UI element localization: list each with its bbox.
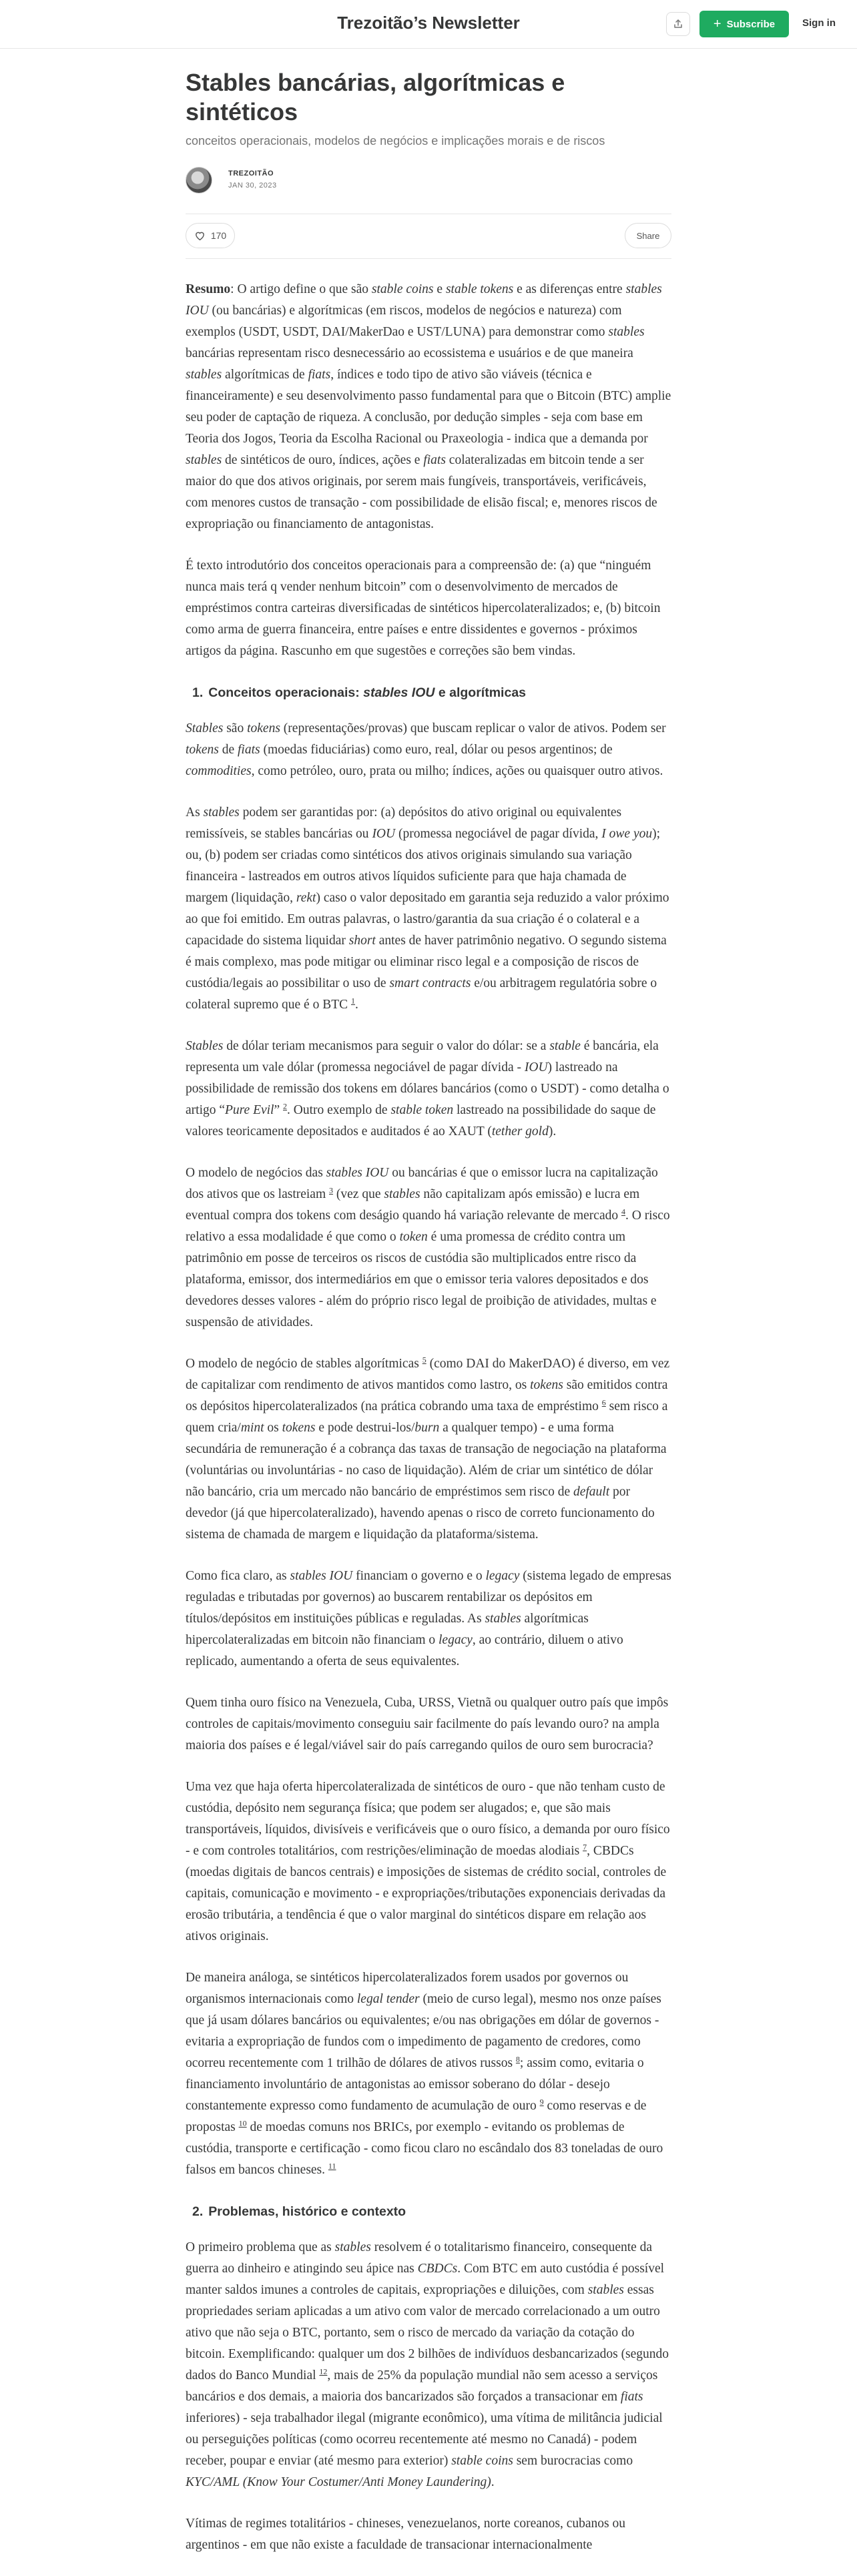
text: inferiores) - seja trabalhador ilegal (migrante econômico), uma vítima de militância judicial ou perseguições políticas (como ocorreu recentemente até mesmo no Canadá) - podem receber, poupar e enviar (até mesmo para exterior) — [186, 2411, 663, 2468]
heart-icon — [194, 230, 206, 241]
like-count: 170 — [210, 230, 227, 241]
text: O modelo de negócios das — [186, 1166, 326, 1180]
text-italic: stables IOU — [186, 282, 662, 318]
footnote-link[interactable]: 4 — [621, 1207, 625, 1217]
text: financiam o governo e o — [352, 1569, 486, 1583]
text-italic: commodities — [186, 764, 252, 778]
text: . O risco relativo a essa modalidade é que como o — [186, 1209, 670, 1244]
text: e pode destrui-los/ — [315, 1421, 415, 1435]
text: . — [355, 998, 358, 1012]
sign-in-link[interactable]: Sign in — [802, 17, 836, 29]
text: (moedas fiduciárias) como euro, real, dólar ou pesos argentinos; de — [260, 743, 613, 757]
text: algorítmicas hipercolateralizadas em bitcoin não financiam o — [186, 1612, 589, 1647]
post-date: JAN 30, 2023 — [228, 182, 277, 190]
text-italic: KYC/AML (Know Your Costumer/Anti Money Laundering) — [186, 2475, 491, 2489]
text-italic: rekt — [296, 891, 316, 905]
text: ” — [274, 1103, 284, 1117]
text-italic: CBDCs — [417, 2262, 458, 2276]
footnote-link[interactable]: 6 — [601, 1397, 606, 1407]
text: (promessa negociável de pagar dívida, — [395, 827, 602, 841]
paragraph — [186, 1566, 671, 1672]
paragraph — [186, 718, 671, 782]
publication-name[interactable]: Trezoitão’s Newsletter — [337, 13, 520, 33]
text: (vez que — [333, 1187, 384, 1201]
text-italic: tokens — [282, 1421, 316, 1435]
text: Conceitos operacionais: — [208, 685, 364, 700]
text-italic: fiats — [423, 453, 446, 467]
share-icon — [673, 19, 683, 29]
author-name[interactable]: TREZOITÃO — [228, 170, 274, 178]
text-italic: Stables — [186, 1039, 224, 1053]
text: . — [491, 2475, 495, 2489]
paragraph: Quem tinha ouro físico na Venezuela, Cuba, URSS, Vietnã ou qualquer outro país que impôs controles de capitais/movimento conseguiu sair facilmente do país levando ouro? na ampla maioria dos países e é legal/viável sair do país carregando quilos de ouro sem burocracia? — [186, 1696, 669, 1752]
text: a qualquer tempo) - e uma forma secundária de remuneração é a cobrança das taxas de transação de negociação na plataforma (voluntárias ou involuntárias - no caso de liquidação). Além de criar um sintético de dólar não bancário, cria um mercado não bancário de empréstimos sem risco de — [186, 1421, 667, 1499]
text: de dólar teriam mecanismos para seguir o valor do dólar: se a — [223, 1039, 550, 1053]
text-italic: short — [348, 934, 376, 948]
footnote-link[interactable]: 7 — [583, 1842, 587, 1852]
text: ). — [548, 1124, 557, 1139]
heading-text — [208, 682, 526, 703]
text: por devedor (já que hipercolateralizado), havendo apenas o risco de correto funcionamento do sistema de chamada de margem e liquidação da plataforma/sistema. — [186, 1485, 655, 1542]
text-italic: tokens — [186, 743, 219, 757]
text-italic: fiats — [308, 368, 331, 382]
footnote-link[interactable]: 8 — [515, 2054, 520, 2064]
paragraph — [186, 2237, 671, 2493]
text: é bancária, ela representa um vale dólar (promessa negociável de pagar dívida - — [186, 1039, 659, 1074]
text-italic: stables — [608, 325, 645, 339]
text-italic: tether gold — [491, 1124, 549, 1139]
footnote-link[interactable]: 3 — [329, 1185, 334, 1195]
text-italic: stables IOU — [363, 685, 435, 700]
text-italic: smart contracts — [389, 976, 471, 990]
plus-icon: + — [713, 17, 722, 31]
text: ou bancárias é que o emissor lucra na capitalização dos ativos que os lastreiam — [186, 1166, 658, 1201]
text: Como fica claro, as — [186, 1569, 290, 1583]
text-italic: fiats — [237, 743, 260, 757]
post-subtitle: conceitos operacionais, modelos de negócios e implicações morais e de riscos — [186, 134, 605, 147]
paragraph — [186, 1777, 671, 1947]
top-navigation-bar — [0, 0, 857, 49]
paragraph — [186, 802, 671, 1016]
post-actions — [186, 214, 671, 259]
paragraph — [186, 1163, 671, 1333]
heading-text: Problemas, histórico e contexto — [208, 2204, 406, 2219]
footnote-link[interactable]: 1 — [351, 996, 356, 1006]
text-italic: fiats — [620, 2390, 643, 2404]
text: são — [223, 721, 248, 735]
text-italic: stables — [384, 1187, 420, 1201]
text-italic: IOU — [524, 1060, 548, 1074]
text-italic: token — [399, 1230, 428, 1244]
text-italic: I owe you — [601, 827, 653, 841]
text-italic: stables — [203, 806, 240, 820]
text-italic: IOU — [372, 827, 396, 841]
text: O modelo de negócio de stables algorítmicas — [186, 1357, 422, 1371]
text: (meio de curso legal), mesmo nos onze países que já usam dólares bancários ou equivalentes; e/ou nas obrigações em dólar de governos - evitaria a expropriação de fundos com o impedimento de pagamento de credores, como ocorreu recentemente com 1 trilhão de dólares de ativos russos — [186, 1992, 661, 2070]
text: (como DAI do MakerDAO) é diverso, em vez de capitalizar com rendimento de ativos mantidos como lastro, os — [186, 1357, 670, 1392]
paragraph-intro: É texto introdutório dos conceitos operacionais para a compreensão de: (a) que “ninguém nunca mais terá q vender nenhum bitcoin” com o desenvolvimento de mercados de empréstimos contra carteiras diversificadas de sintéticos hipercolateralizados; e, (b) bitcoin como arma de guerra financeira, entre países e entre dissidentes e governos - próximos artigos da página. Rascunho em que sugestões e correções são bem vindas. — [186, 559, 661, 658]
footnote-link[interactable]: 2 — [283, 1101, 288, 1111]
text-italic: stable coins — [451, 2454, 513, 2468]
text: , CBDCs (moedas digitais de bancos centrais) e imposições de sistemas de crédito social, controles de capitais, comunicação e movimento - e expropriações/tributações exponenciais derivadas da erosão tributária, a tendência é que o valor marginal do sintéticos dispare em relação aos ativos originais. — [186, 1844, 667, 1943]
text-italic: stables IOU — [326, 1166, 389, 1180]
text: . Com BTC em auto custódia é possível manter saldos imunes a controles de capitais, expropriações e diluições, com — [186, 2262, 665, 2297]
footnote-link[interactable]: 10 — [238, 2118, 247, 2128]
text: , mais de 25% da população mundial não sem acesso a serviços bancários e dos demais, a maioria dos bancarizados são forçados a transacionar em — [186, 2368, 658, 2404]
text: De maneira análoga, se sintéticos hipercolateralizados forem usados por governos ou organismos internacionais como — [186, 1971, 629, 2006]
text: : O artigo define o que são — [230, 282, 372, 296]
text: podem ser garantidas por: (a) depósitos do ativo original ou equivalentes remissíveis, se stables bancárias ou — [186, 806, 622, 841]
like-button[interactable] — [186, 223, 235, 248]
text: algorítmicas de — [222, 368, 308, 382]
text: O primeiro problema que as — [186, 2240, 335, 2254]
text-italic: stables IOU — [290, 1569, 353, 1583]
text: antes de haver patrimônio negativo. O segundo sistema é mais complexo, mas pode mitigar ou eliminar risco legal e a composição de riscos de custódia/legais ao possibilitar o uso de — [186, 934, 667, 990]
footnote-link[interactable]: 12 — [319, 2366, 328, 2376]
text-italic: stables — [186, 453, 222, 467]
text: , como petróleo, ouro, prata ou milho; índices, ações ou quaisquer outro ativos. — [251, 764, 663, 778]
text: ) lastreado na possibilidade de remissão dos tokens em dólares bancários (como o USDT) - como detalha o artigo “ — [186, 1060, 669, 1117]
footnote-link[interactable]: 5 — [422, 1355, 426, 1365]
paragraph: Vítimas de regimes totalitários - chineses, venezuelanos, norte coreanos, cubanos ou argentinos - em que não existe a faculdade de transacionar internacionalmente — [186, 2517, 626, 2552]
text-italic: tokens — [530, 1378, 563, 1392]
paragraph — [186, 1967, 671, 2181]
text: não capitalizam após emissão) e lucra em eventual compra dos tokens com deságio quando há variação relevante de mercado — [186, 1187, 640, 1223]
text: e — [433, 282, 446, 296]
section-heading-2 — [186, 2201, 671, 2222]
text-italic: stables — [485, 1612, 521, 1626]
text: (sistema legado de empresas reguladas e tributadas por governos) ao buscarem rentabilizar os depósitos em títulos/depósitos em instituições públicas e reguladas. As — [186, 1569, 671, 1626]
byline — [186, 166, 671, 198]
text: os — [264, 1421, 282, 1435]
text: ); ou, (b) podem ser criadas como sintéticos dos ativos originais simulando sua variação financeira - lastreados em outros ativos líquidos suficiente para que haja chamada de margem (liquidação, — [186, 827, 661, 905]
text-italic: mint — [240, 1421, 264, 1435]
text: são emitidos contra os depósitos hipercolateralizados (na prática cobrando uma taxa de empréstimo — [186, 1378, 668, 1413]
paragraph-summary — [186, 279, 671, 535]
text: e/ou arbitragem regulatória sobre o colateral supremo que é o BTC — [186, 976, 657, 1012]
text-italic: Stables — [186, 721, 224, 735]
text: , ao contrário, diluem o ativo replicado, aumentando a oferta de seus equivalentes. — [186, 1633, 623, 1668]
text: essas propriedades seriam aplicadas a um ativo com valor de mercado correlacionado a um outro ativo que não seja o BTC, portanto, sem o risco de mercado da variação da cotação do bitcoin. Exemplificando: qualquer um dos 2 bilhões de indivíduos desbancarizados (segundo dados do Banco Mundial — [186, 2283, 669, 2382]
text: , índices e todo tipo de ativo são viáveis (técnica e financeiramente) e seu desenvolvimento passo fundamental para que o Bitcoin (BTC) amplie seu poder de captação de riqueza. A conclusão, por dedução simples - seja com base em Teoria dos Jogos, Teoria da Escolha Racional ou Praxeologia - indica que a demanda por — [186, 368, 671, 446]
text-italic: default — [573, 1485, 610, 1499]
text-italic: legacy — [485, 1569, 520, 1583]
text-italic: stable tokens — [445, 282, 514, 296]
text-italic: stables — [334, 2240, 371, 2254]
text: como reservas e de propostas — [186, 2099, 647, 2134]
text: ) caso o valor depositado em garantia seja reduzido a valor próximo ao que foi emitido. Em outras palavras, o lastro/garantia da sua criação é o colateral e a capacidade do sistema liquidar — [186, 891, 669, 948]
text: Uma vez que haja oferta hipercolateralizada de sintéticos de ouro - que não tenham custo de custódia, depósito nem segurança física; que podem ser alugados; e, que são mais transportáveis, líquidos, divisíveis e verificáveis que o ouro físico, a demanda por ouro físico - e com controles totalitários, com restrições/eliminação de moedas alodiais — [186, 1780, 670, 1858]
section-heading-1 — [186, 682, 671, 703]
heading-number: 1. — [192, 685, 204, 700]
share-icon-button[interactable] — [666, 12, 690, 36]
text: lastreado na possibilidade do saque de valores teoricamente depositados e auditados é ao XAUT ( — [186, 1103, 656, 1139]
text: e algorítmicas — [435, 685, 527, 700]
text-italic: legal tender — [356, 1992, 420, 2006]
text-italic: tokens — [247, 721, 280, 735]
author-avatar[interactable] — [186, 167, 212, 194]
text: (representações/provas) que buscam replicar o valor de ativos. Podem ser — [280, 721, 666, 735]
text: de sintéticos de ouro, índices, ações e — [222, 453, 424, 467]
text-italic: legacy — [439, 1633, 473, 1647]
text: de — [218, 743, 238, 757]
subscribe-label: Subscribe — [726, 18, 776, 30]
text: As — [186, 806, 204, 820]
post-title: Stables bancárias, algorítmicas e sintéticos — [186, 69, 565, 125]
post — [186, 68, 671, 2576]
text: sem risco a quem cria/ — [186, 1399, 668, 1435]
text-italic: stables — [186, 368, 222, 382]
footnote-link[interactable]: 11 — [328, 2161, 336, 2171]
text: colateralizadas em bitcoin tende a ser maior do que dos ativos originais, por serem mais fungíveis, transportáveis, verificáveis, com menores custos de transação - com possibilidade de elisão fiscal; e, menores riscos de expropriação ou financiamento de antagonistas. — [186, 453, 657, 531]
text: de moedas comuns nos BRICs, por exemplo - evitando os problemas de custódia, transporte e certificação - como ficou claro no escândalo dos 83 toneladas de ouro falsos em bancos chineses. — [186, 2120, 663, 2177]
text-italic: stable token — [390, 1103, 454, 1117]
text: é uma promessa de crédito contra um patrimônio em posse de terceiros os riscos de custódia são multiplicados entre risco da plataforma, emissor, dos intermediários em que o emissor teria valores depositados e dos devedores desses valores - além do próprio risco legal de proibição de atividades, multas e suspensão de atividades. — [186, 1230, 657, 1329]
text-italic: stable — [549, 1039, 581, 1053]
article-body — [186, 279, 671, 2556]
text: (ou bancárias) e algorítmicas (em riscos, modelos de negócios e natureza) com exemplos (USDT, USDT, DAI/MakerDao e UST/LUNA) para demonstrar como — [186, 304, 622, 339]
text: resolvem é o totalitarismo financeiro, consequente da guerra ao dinheiro e atingindo seu ápice nas — [186, 2240, 653, 2276]
text-italic: stable coins — [371, 282, 434, 296]
paragraph — [186, 1036, 671, 1143]
footnote-link[interactable]: 9 — [539, 2097, 544, 2107]
subscribe-button[interactable] — [699, 11, 789, 37]
heading-number: 2. — [192, 2204, 204, 2219]
text: e as diferenças entre — [513, 282, 626, 296]
text: . Outro exemplo de — [287, 1103, 391, 1117]
text: sem burocracias como — [513, 2454, 633, 2468]
text: ; assim como, evitaria o financiamento involuntário de antagonistas ao emissor soberano do dólar - desejo constantemente expresso como fundamento de acumulação de ouro — [186, 2056, 644, 2113]
text-italic: stables — [587, 2283, 624, 2297]
paragraph — [186, 1353, 671, 1546]
text: bancárias representam risco desnecessário ao ecossistema e usuários e de que maneira — [186, 346, 633, 360]
text-bold: Resumo — [186, 282, 231, 296]
share-button[interactable]: Share — [625, 223, 671, 248]
text-italic: Pure Evil — [225, 1103, 274, 1117]
text-italic: burn — [414, 1421, 440, 1435]
